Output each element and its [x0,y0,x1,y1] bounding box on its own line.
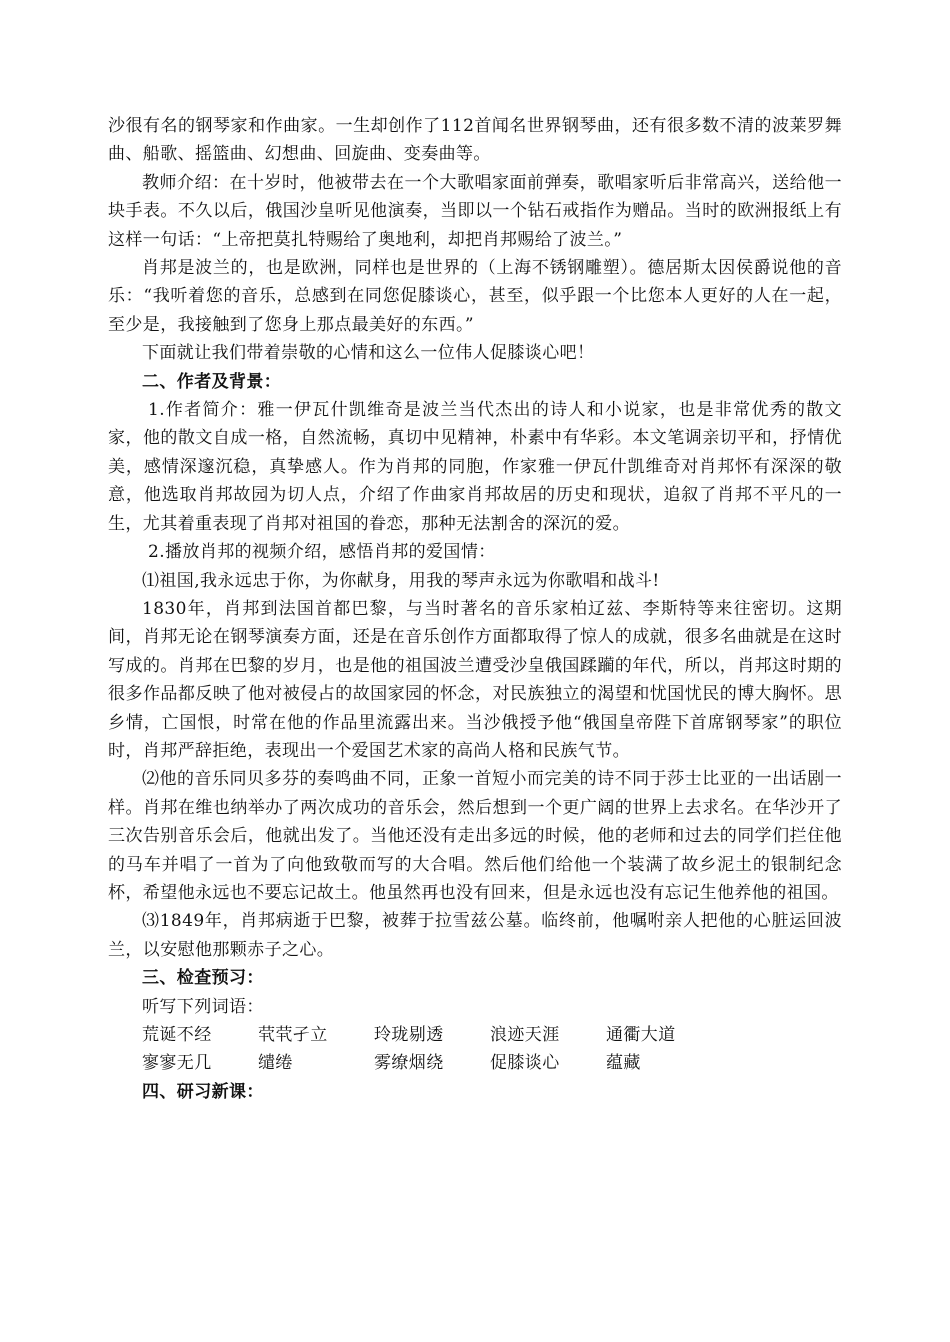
paragraph-chopin-works: 沙很有名的钢琴家和作曲家。一生却创作了112首闻名世界钢琴曲，还有很多数不清的波莱罗舞曲、船歌、摇篮曲、幻想曲、回旋曲、变奏曲等。 [108,116,842,165]
vocab-word: 荒诞不经 [142,1025,212,1045]
vocab-row-1 [142,1021,842,1049]
heading-preview-check: 三、检查预习： [142,968,264,989]
vocab-word: 浪迹天涯 [490,1025,560,1045]
vocab-word: 缱绻 [258,1053,293,1074]
vocab-row-2 [142,1049,842,1077]
paragraph-teacher-intro: 教师介绍：在十岁时，他被带去在一个大歌唱家面前弹奏，歌唱家听后非常高兴，送给他一块手表。不久以后，俄国沙皇听见他演奏，当即以一个钻石戒指作为赠品。当时的欧洲报纸上有这样一句话：“上帝把莫扎特赐给了奥地利，却把肖邦赐给了波兰。” [108,172,842,250]
vocab-word: 寥寥无几 [142,1053,212,1074]
paragraph-dictation-prompt: 听写下列词语： [142,996,264,1017]
heading-author-background: 二、作者及背景： [142,371,282,392]
vocab-list [108,1021,842,1078]
paragraph-quote-motherland: ⑴祖国,我永远忠于你，为你献身，用我的琴声永远为你歌唱和战斗! [142,570,660,591]
heading-new-lesson: 四、研习新课： [142,1081,264,1102]
vocab-word: 蕴藏 [606,1053,641,1074]
paragraph-author-intro: 1.作者简介：雅一伊瓦什凯维奇是波兰当代杰出的诗人和小说家，也是非常优秀的散文家，他的散文自成一格，自然流畅，真切中见精神，朴素中有华彩。本文笔调亲切平和，抒情优美，感情深邃沉稳，真挚感人。作为肖邦的同胞，作家雅一伊瓦什凯维奇对肖邦怀有深深的敬意，他选取肖邦故园为切人点，介绍了作曲家肖邦故居的历史和现状，追叙了肖邦不平凡的一生，尤其着重表现了肖邦对祖国的眷恋，那种无法割舍的深沉的爱。 [108,400,842,534]
paragraph-video-intro: 2.播放肖邦的视频介绍，感悟肖邦的爱国情： [148,542,496,563]
paragraph-chopin-poland: 肖邦是波兰的，也是欧洲，同样也是世界的（上海不锈钢雕塑）。德居斯太因侯爵说他的音乐：“我听着您的音乐，总感到在同您促膝谈心，甚至，似乎跟一个比您本人更好的人在一起，至少是，我接触到了您身上那点最美好的东西。” [108,258,842,335]
paragraph-music-comparison: ⑵他的音乐同贝多芬的奏鸣曲不同，正象一首短小而完美的诗不同于莎士比亚的一出话剧一样。肖邦在维也纳举办了两次成功的音乐会，然后想到一个更广阔的世界上去求名。在华沙开了三次告别音乐会后，他就出发了。当他还没有走出多远的时候，他的老师和过去的同学们拦住他的马车并唱了一首为了向他致敬而写的大合唱。然后他们给他一个装满了故乡泥土的银制纪念杯，希望他永远也不要忘记故土。他虽然再也没有回来，但是永远也没有忘记生他养他的祖国。 [108,769,842,903]
vocab-word: 玲珑剔透 [374,1025,444,1045]
paragraph-1849-death: ⑶1849年，肖邦病逝于巴黎，被葬于拉雪兹公墓。临终前，他嘱咐亲人把他的心脏运回波兰，以安慰他那颗赤子之心。 [108,911,842,960]
paragraph-transition: 下面就让我们带着崇敬的心情和这么一位伟人促膝谈心吧！ [142,343,595,364]
vocab-word: 通衢大道 [606,1025,676,1045]
vocab-word: 茕茕孑立 [258,1025,328,1045]
paragraph-1830-paris: 1830年，肖邦到法国首都巴黎，与当时著名的音乐家柏辽兹、李斯特等来往密切。这期间，肖邦无论在钢琴演奏方面，还是在音乐创作方面都取得了惊人的成就，很多名曲就是在这时写成的。肖邦在巴黎的岁月，也是他的祖国波兰遭受沙皇俄国蹂躏的年代，所以，肖邦这时期的很多作品都反映了他对被侵占的故国家园的怀念，对民族独立的渴望和忧国忧民的博大胸怀。思乡情，亡国恨，时常在他的作品里流露出来。当沙俄授予他“俄国皇帝陛下首席钢琴家”的职位时，肖邦严辞拒绝，表现出一个爱国艺术家的高尚人格和民族气节。 [108,598,842,761]
vocab-word: 促膝谈心 [490,1053,560,1074]
vocab-word: 雾缭烟绕 [374,1053,444,1074]
document-page [108,112,842,1106]
